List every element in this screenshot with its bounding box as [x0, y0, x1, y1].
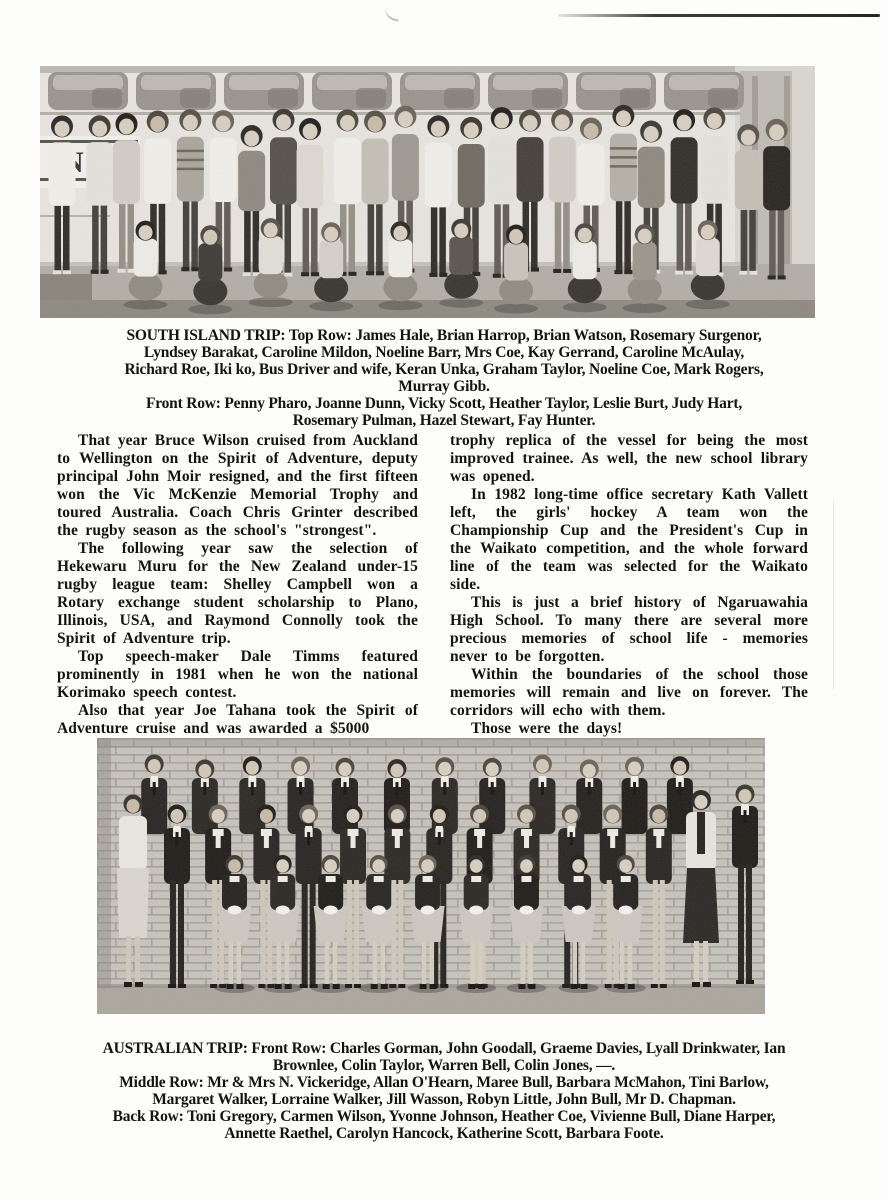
australian-trip-caption [30, 1040, 858, 1142]
caption-line: Lyndsey Barakat, Caroline Mildon, Noeline Barr, Mrs Coe, Kay Gerrand, Caroline McAulay, [143, 344, 745, 361]
body-paragraph: This is just a brief history of Ngaruawahia High School. To many there are several more precious memories of school life - memories never to be forgotten. [450, 594, 808, 665]
caption-line: Back Row: Toni Gregory, Carmen Wilson, Yvonne Johnson, Heather Coe, Vivienne Bull, Diane Harper, [112, 1108, 776, 1125]
south-island-trip-photo [40, 66, 815, 318]
caption-line: Annette Raethel, Carolyn Hancock, Katherine Scott, Barbara Foote. [224, 1125, 664, 1142]
body-paragraph: That year Bruce Wilson cruised from Auckland to Wellington on the Spirit of Adventure, deputy principal John Moir resigned, and the first fifteen won the Vic McKenzie Memorial Trophy and toured Australia. Coach Chris Grinter described the rugby season as the school's "strongest". [57, 432, 418, 539]
article-column-left [57, 432, 418, 738]
caption-line: Murray Gibb. [398, 378, 490, 395]
body-paragraph: trophy replica of the vessel for being the most improved trainee. As well, the new school library was opened. [450, 432, 808, 485]
caption-line: Middle Row: Mr & Mrs N. Vickeridge, Allan O'Hearn, Maree Bull, Barbara McMahon, Tini Barlow, [119, 1074, 769, 1091]
scan-artifact-fold-line [833, 500, 834, 690]
body-paragraph: Also that year Joe Tahana took the Spirit of Adventure cruise and was awarded a $5000 [57, 702, 418, 737]
caption-line: Front Row: Penny Pharo, Joanne Dunn, Vicky Scott, Heather Taylor, Leslie Burt, Judy Hart, [145, 395, 743, 412]
caption-line: Margaret Walker, Lorraine Walker, Jill Wasson, Robyn Little, John Bull, Mr D. Chapman. [152, 1091, 736, 1108]
body-paragraph: Within the boundaries of the school those memories will remain and live on forever. The corridors will echo with them. [450, 666, 808, 719]
scan-artifact-line [558, 14, 880, 17]
caption-line: Rosemary Pulman, Hazel Stewart, Fay Hunter. [292, 412, 596, 429]
body-paragraph: The following year saw the selection of Hekewaru Muru for the New Zealand under-15 rugby league team: Shelley Campbell won a Rotary exchange student scholarship to Plano, Illinois, USA, and Raymond Connolly took the Spirit of Adventure trip. [57, 540, 418, 647]
caption-line: Richard Roe, Iki ko, Bus Driver and wife, Keran Unka, Graham Taylor, Noeline Coe, Mark Rogers, [124, 361, 764, 378]
caption-line: AUSTRALIAN TRIP: Front Row: Charles Gorman, John Goodall, Graeme Davies, Lyall Drinkwater, Ian [102, 1040, 786, 1057]
body-paragraph: Top speech-maker Dale Timms featured prominently in 1981 when he won the national Korimako speech contest. [57, 648, 418, 701]
caption-line: SOUTH ISLAND TRIP: Top Row: James Hale, Brian Harrop, Brian Watson, Rosemary Surgenor, [126, 327, 762, 344]
south-island-trip-caption [25, 327, 863, 429]
body-paragraph: In 1982 long-time office secretary Kath Vallett left, the girls' hockey A team won the Championship Cup and the President's Cup in the Waikato competition, and the whole forward line of the team was selected for the Waikato side. [450, 486, 808, 593]
australian-trip-photo [97, 738, 765, 1014]
scan-artifact-mark [383, 6, 401, 22]
body-paragraph: Those were the days! [471, 720, 623, 737]
article-column-right [450, 432, 808, 738]
caption-line: Brownlee, Colin Taylor, Warren Bell, Colin Jones, —. [272, 1057, 616, 1074]
